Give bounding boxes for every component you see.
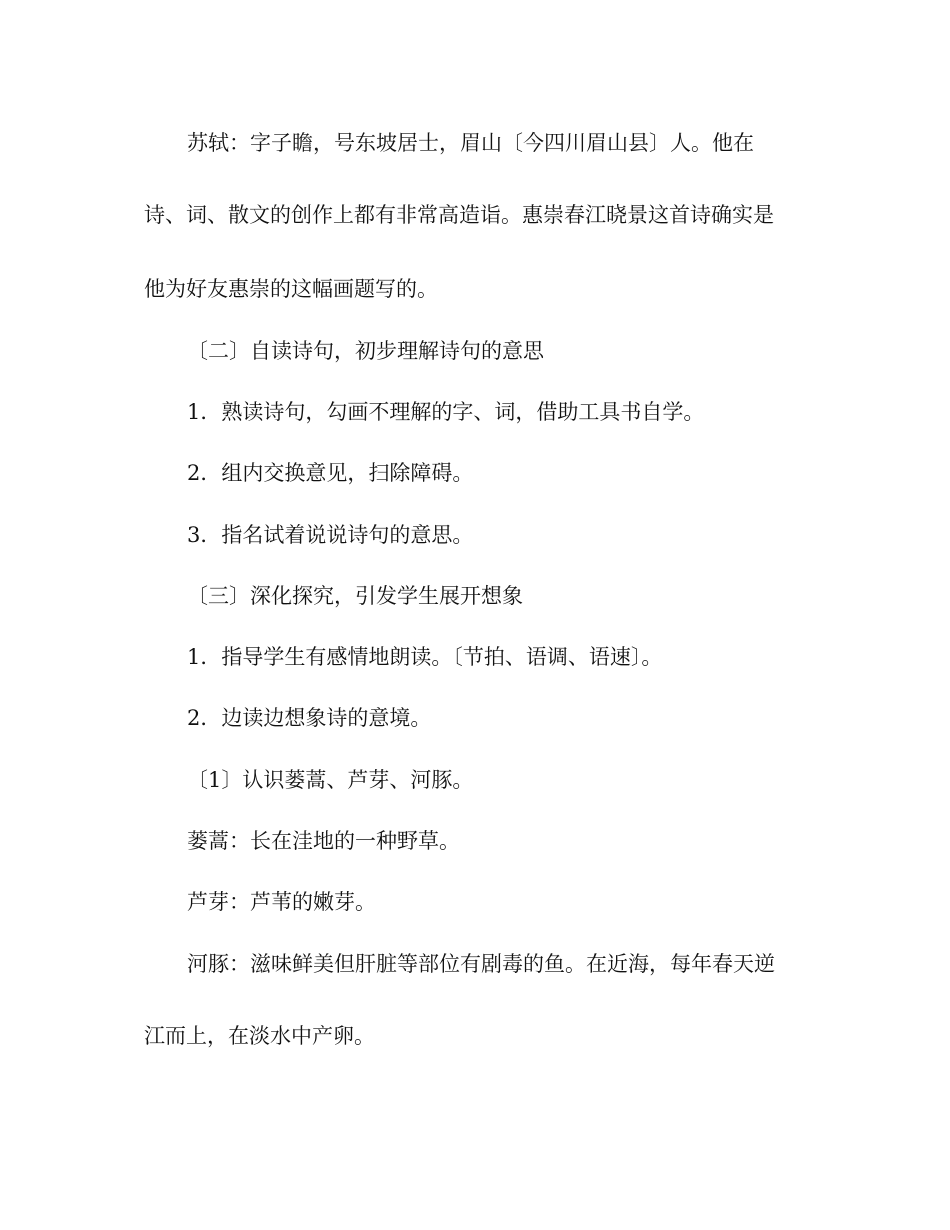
list-item-3-2: 2．边读边想象诗的意境。 xyxy=(187,706,432,730)
definition-luya: 芦芽：芦苇的嫩芽。 xyxy=(187,890,376,914)
list-item-3-1: 1．指导学生有感情地朗读。〔节拍、语调、语速〕。 xyxy=(187,645,663,669)
section-heading-2: 〔二〕自读诗句，初步理解诗句的意思 xyxy=(187,339,544,363)
definition-hetun-line-1: 河豚：滋味鲜美但肝脏等部位有剧毒的鱼。在近海，每年春天逆 xyxy=(187,952,775,976)
paragraph-su-shi-line-2: 诗、词、散文的创作上都有非常高造诣。惠崇春江晓景这首诗确实是 xyxy=(144,203,774,227)
paragraph-su-shi-line-3: 他为好友惠崇的这幅画题写的。 xyxy=(144,277,438,301)
list-item-2-1: 1．熟读诗句，勾画不理解的字、词，借助工具书自学。 xyxy=(187,400,705,424)
sub-item-1: 〔1〕认识蒌蒿、芦芽、河豚。 xyxy=(187,768,474,792)
list-item-2-2: 2．组内交换意见，扫除障碍。 xyxy=(187,461,474,485)
section-heading-3: 〔三〕深化探究，引发学生展开想象 xyxy=(187,584,523,608)
definition-hetun-line-2: 江而上，在淡水中产卵。 xyxy=(144,1024,375,1048)
definition-louhao: 蒌蒿：长在洼地的一种野草。 xyxy=(187,829,460,853)
list-item-2-3: 3．指名试着说说诗句的意思。 xyxy=(187,523,474,547)
paragraph-su-shi-line-1: 苏轼：字子瞻，号东坡居士，眉山〔今四川眉山县〕人。他在 xyxy=(187,131,754,155)
